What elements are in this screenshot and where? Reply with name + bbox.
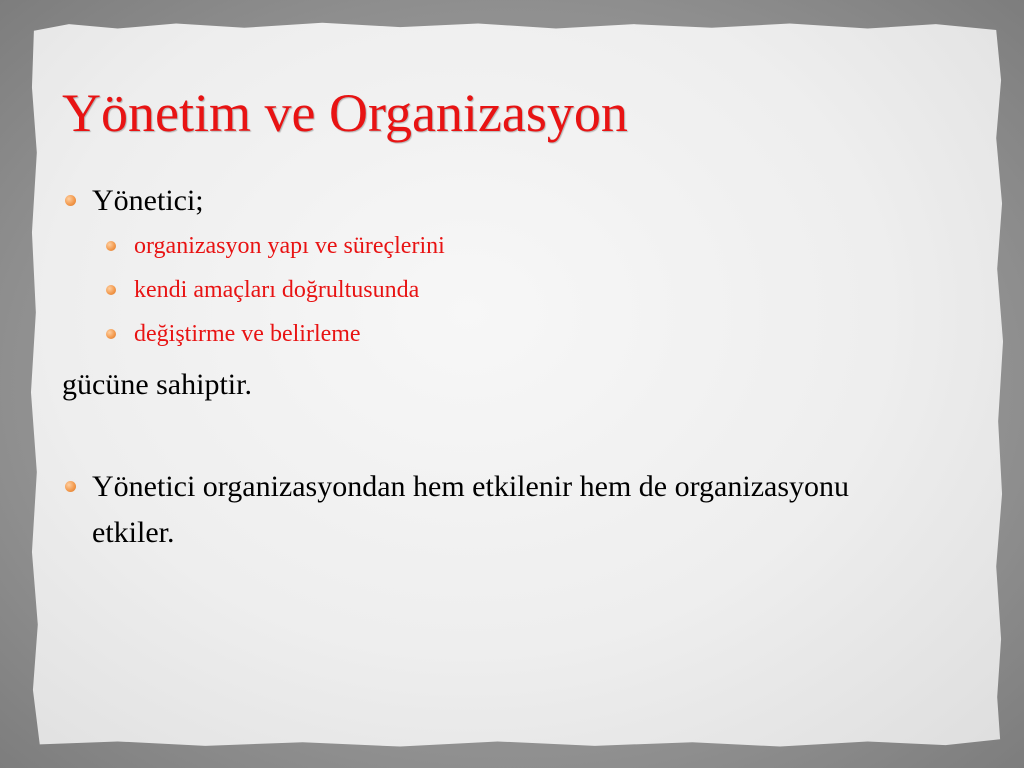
paragraph-text [62, 362, 962, 408]
bullet-icon [65, 481, 76, 492]
sub-bullet-item [62, 312, 962, 356]
sub-bullet-item [62, 268, 962, 312]
bullet-text: Yönetici organizasyondan hem etkilenir hem de organizasyonu etkiler. [92, 470, 850, 549]
sub-bullet-item [62, 224, 962, 268]
bullet-item [62, 464, 852, 556]
paragraph-text-content: gücüne sahiptir. [62, 368, 252, 401]
bullet-icon [65, 195, 76, 206]
sub-bullet-text: organizasyon yapı ve süreçlerini [134, 233, 445, 259]
sub-bullet-text: kendi amaçları doğrultusunda [134, 277, 420, 303]
slide-content [62, 178, 962, 556]
sub-bullet-text: değiştirme ve belirleme [134, 321, 361, 347]
slide-title: Yönetim ve Organizasyon [62, 83, 628, 143]
bullet-icon [106, 241, 116, 251]
bullet-item [62, 178, 962, 224]
bullet-text: Yönetici; [92, 184, 204, 217]
bullet-icon [106, 329, 116, 339]
bullet-icon [106, 285, 116, 295]
